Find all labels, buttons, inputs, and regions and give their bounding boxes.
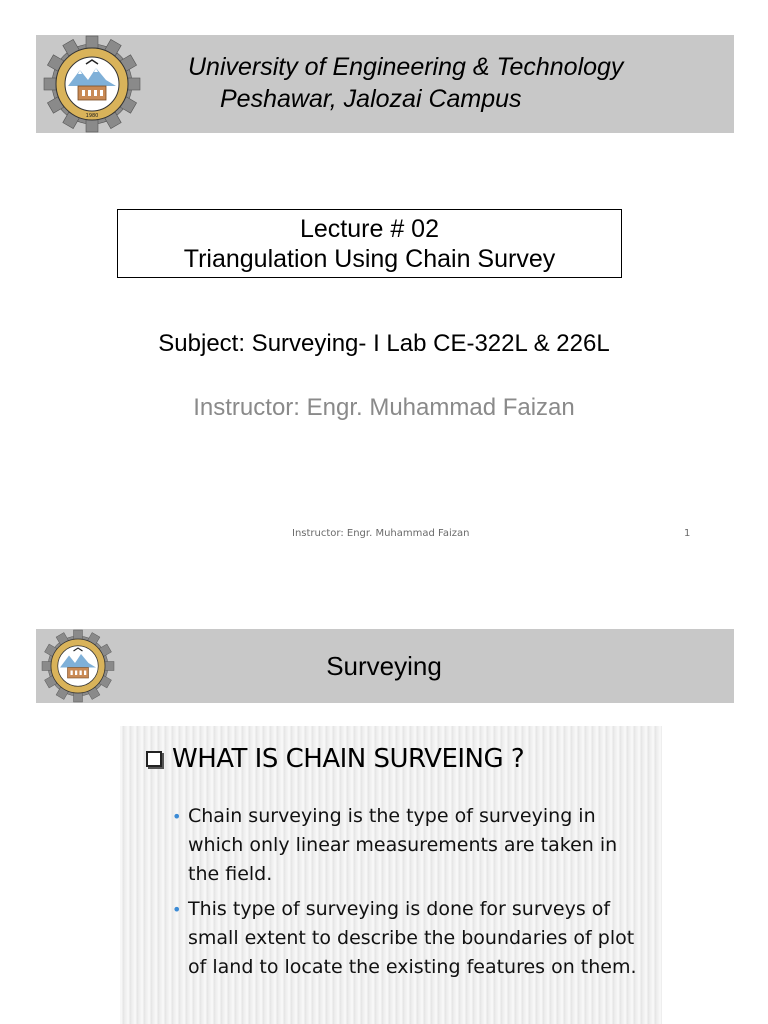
bullet-list xyxy=(172,802,652,988)
bullet-text: Chain surveying is the type of surveying in which only linear measurements are taken in the field. xyxy=(188,805,618,885)
university-seal-icon xyxy=(36,35,148,133)
page-number: 1 xyxy=(684,528,691,539)
section-heading xyxy=(146,744,524,774)
university-name: University of Engineering & Technology xyxy=(188,53,624,81)
bullet-dot-icon: • xyxy=(172,807,182,826)
bullet-dot-icon: • xyxy=(172,900,182,919)
footer-instructor: Instructor: Engr. Muhammad Faizan xyxy=(292,528,470,539)
lecture-title: Triangulation Using Chain Survey xyxy=(183,245,556,273)
list-item xyxy=(172,895,652,982)
slide2-title: Surveying xyxy=(326,651,442,681)
section-heading-text: WHAT IS CHAIN SURVEING ? xyxy=(172,744,525,774)
seal-year: 1980 xyxy=(85,113,99,119)
instructor-line: Instructor: Engr. Muhammad Faizan xyxy=(193,394,575,421)
list-item xyxy=(172,802,652,889)
checkbox-bullet-icon xyxy=(146,751,162,767)
lecture-number: Lecture # 02 xyxy=(300,215,439,243)
campus-name: Peshawar, Jalozai Campus xyxy=(220,85,522,113)
embedded-slide-image xyxy=(120,726,662,1024)
subject-line: Subject: Surveying- I Lab CE-322L & 226L xyxy=(158,330,610,357)
lecture-title-box xyxy=(117,209,622,278)
bullet-text: This type of surveying is done for surveys of small extent to describe the boundaries of plot of land to locate the existing features on them. xyxy=(188,898,637,978)
